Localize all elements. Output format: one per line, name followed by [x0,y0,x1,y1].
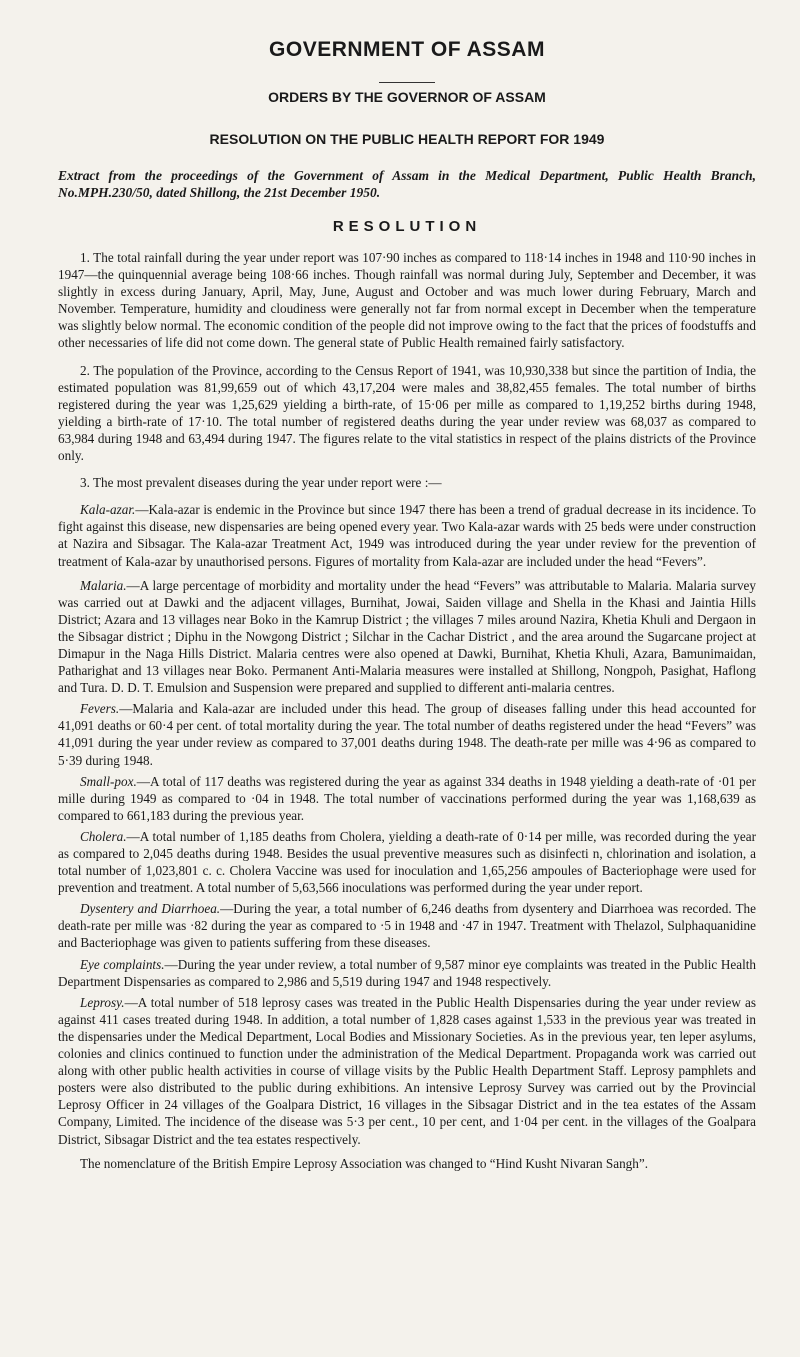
topic-label: Dysentery and Diarrhoea. [80,901,221,917]
topic-label: Malaria. [80,577,127,593]
government-title: GOVERNMENT OF ASSAM [269,38,545,61]
resolution-body [58,249,756,1172]
paragraph-text: —Malaria and Kala-azar are included under this head. The group of diseases falling under this head accounted for 41,091 deaths or 60·4 per cent. of total mortality during the year. The total number of deaths registered under the head “Fevers” was 41,091 during the year under review as compared to 37,001 deaths during 1948. The death-rate per mille was 4·96 as compared to 5·39 during 1948. [58,701,756,768]
paragraph-dysentery [58,900,756,951]
orders-subtitle: ORDERS BY THE GOVERNOR OF ASSAM [268,89,546,105]
paragraph-eye-complaints [58,956,756,990]
resolution-heading: RESOLUTION [332,218,482,235]
paragraph-nomenclature [58,1155,756,1172]
paragraph-text: —During the year under review, a total number of 9,587 minor eye complaints was treated in the Public Health Department Dispensaries as compared to 2,986 and 5,519 during 1947 and 1948 respectively. [58,956,757,989]
paragraph-fevers [58,700,756,768]
paragraph-text: The nomenclature of the British Empire Leprosy Association was changed to “Hind Kusht Nivaran Sangh”. [80,1155,649,1171]
extract-note: Extract from the proceedings of the Government of Assam in the Medical Department, Public Health Branch, No.MPH.230/50, dated Shillong, the 21st December 1950. [58,168,756,200]
topic-label: Fevers. [80,701,120,717]
paragraph-malaria [58,577,756,697]
paragraph-text: 3. The most prevalent diseases during the year under report were :— [80,475,442,491]
topic-label: Leprosy. [80,994,125,1010]
paragraph-text: —A total of 117 deaths was registered during the year as against 334 deaths in 1948 yielding a death-rate of ·01 per mille during 1949 as compared to ·04 in 1948. The total number of vaccinations performed during the year was 1,168,639 as compared to 661,183 during the previous year. [58,773,756,823]
topic-label: Cholera. [80,828,127,844]
paragraph-diseases-intro [58,474,756,491]
topic-label: Small-pox. [80,773,137,789]
paragraph-text: 1. The total rainfall during the year under report was 107·90 inches as compared to 118·14 inches in 1948 and 110·90 inches in 1947—the quinquennial average being 108·66 inches. Though rainfall was normal during July, September and December, it was slightly in excess during January, April, May, June, August and October and was much lower during February, March and November. Temperature, humidity and cloudiness were generally not far from normal except in December when the temperature was slightly below normal. The economic condition of the people did not improve owing to the fact that the prices of foodstuffs and other necessaries of life did not come down. The general state of Public Health remained fairly satisfactory. [58,250,756,351]
title-rule [379,82,435,83]
resolution-title: RESOLUTION ON THE PUBLIC HEALTH REPORT FOR 1949 [209,131,605,147]
paragraph-text: —A large percentage of morbidity and mortality under the head “Fevers” was attributable to Malaria. Malaria survey was carried out at Dawki and the adjacent villages, Burnihat, Jowai, Saiden village and Shella in the Khasi and Jaintia Hills District; Azara and 13 villages near Boko in the Kamrup District ; the villages 7 miles around Nazira, Khetia Khuli and Dergaon in the Sibsagar district ; Diphu in the Nowgong District ; Silchar in the Cachar District , and the area around the Sugarcane project at Dimapur in the Naga Hills District. Malaria centres were also opened at Dawki, Burnihat, Khetia Khuli, Azara, Bamunimaidan, Patharighat and 13 villages near Boko. Permanent Anti-Malaria measures were installed at Shillong, Nongpoh, Pasighat, Haflong and Tura. D. D. T. Emulsion and Suspension were prepared and supplied to different anti-malaria centres. [58,577,756,696]
paragraph-text: —During the year, a total number of 6,246 deaths from dysentery and Diarrhoea was recorded. The death-rate per mille was ·82 during the year as compared to ·5 in 1948 and ·47 in 1947. Treatment with Thelazol, Sulphaquanidine and Bacteriophage was given to patients suffering from these diseases. [58,901,756,951]
paragraph-kala-azar [58,501,756,569]
paragraph-text: —A total number of 1,185 deaths from Cholera, yielding a death-rate of 0·14 per mille, was recorded during the year as compared to 2,045 deaths during 1948. Besides the usual preventive measures such as disinfecti n, chlorination and isolation, a total number of 1,023,801 c. c. Cholera Vaccine was used for inoculation and 1,65,256 ampoules of Bacteriophage were used for prevention and treatment. A total number of 5,63,566 inoculations was performed during the year under report. [58,828,756,896]
paragraph-small-pox [58,773,756,824]
topic-label: Eye complaints. [80,956,165,972]
paragraph-text: 2. The population of the Province, according to the Census Report of 1941, was 10,930,338 but since the partition of India, the estimated population was 81,99,659 out of which 43,17,204 were males and 38,82,455 females. The total number of births registered during the year was 1,25,629 yielding a birth-rate, of 15·06 per mille as compared to 1,19,252 births during 1948, yielding a birth-rate of 17·10. The total number of registered deaths during the year under review was 68,037 as compared to 63,984 during 1948 and 63,494 during 1947. The figures relate to the vital statistics in respect of the plains districts of the Province only. [58,362,756,464]
paragraph-rainfall [58,249,756,352]
topic-label: Kala-azar. [80,502,136,518]
paragraph-population [58,362,756,465]
paragraph-text: —Kala-azar is endemic in the Province but since 1947 there has been a trend of gradual decrease in its incidence. To fight against this disease, new dispensaries are being opened every year. Two Kala-azar wards with 25 beds were under construction at Nazira and Sibsagar. The Kala-azar Treatment Act, 1949 was introduced during the year under review for the prevention of treatment of Kala-azar by unauthorised persons. Figures of mortality from Kala-azar are included under the head “Fevers”. [58,502,756,569]
paragraph-leprosy [58,994,756,1148]
paragraph-cholera [58,828,756,896]
paragraph-text: —A total number of 518 leprosy cases was treated in the Public Health Dispensaries during the year under review as against 411 cases treated during 1948. In addition, a total number of 1,828 cases against 1,533 in the previous year was treated in the dispensaries under the Medical Department, Local Bodies and Missionary Societies. As in the previous year, ten leper asylums, colonies and clinics continued to function under the administration of the Medical Department. Propaganda work was carried out along with other public health activities in course of village visits by the Public Health Department Staff. Leprosy pamphlets and posters were also distributed to the public during exhibitions. An intensive Leprosy Survey was carried out by the Provincial Leprosy Officer in 24 villages of the Goalpara District, 16 villages in the Sibsagar District and in the tea estates of the Assam Company, Limited. The incidence of the disease was 5·3 per cent., 10 per cent, and 1·04 per cent. in the villages of the Goalpara District, Sibsagar District and the tea estates respectively. [58,994,756,1147]
